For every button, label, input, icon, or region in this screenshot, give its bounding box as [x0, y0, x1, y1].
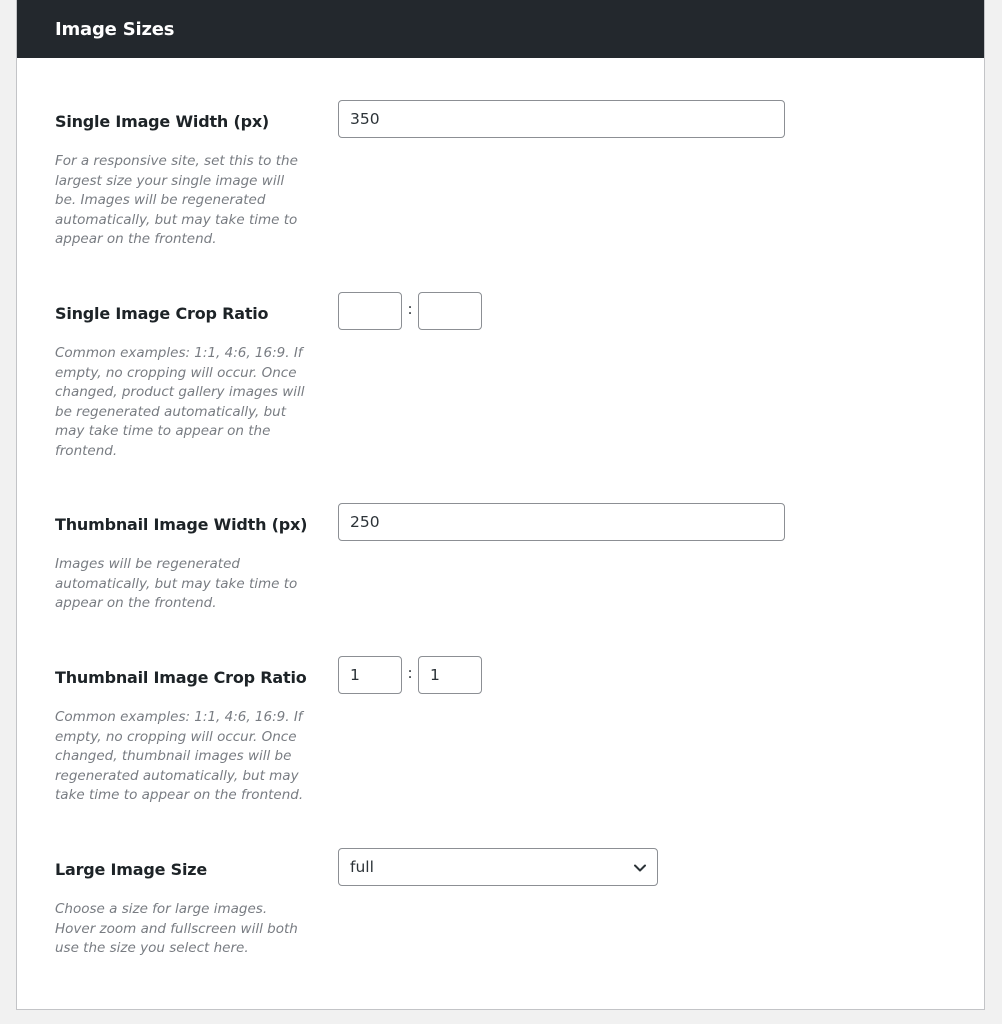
single-image-width-input[interactable]: 350: [338, 100, 785, 138]
panel-header: [17, 0, 984, 58]
chevron-down-icon: [633, 861, 647, 875]
field-description: Common examples: 1:1, 4:6, 16:9. If empty, no cropping will occur. Once changed, thumbnail images will be regenerated automatically, but may take time to appear on the frontend.: [55, 709, 304, 804]
field-description: For a responsive site, set this to the largest size your single image will be. Images will be regenerated automatically, but may take time to appear on the frontend.: [55, 153, 298, 248]
large-image-size-select[interactable]: [338, 848, 658, 886]
field-label: Large Image Size: [55, 860, 208, 879]
field-label: Single Image Crop Ratio: [55, 304, 269, 323]
field-label: Thumbnail Image Width (px): [55, 515, 308, 534]
field-label: Single Image Width (px): [55, 112, 270, 131]
field-label: Thumbnail Image Crop Ratio: [55, 668, 307, 687]
panel-title: Image Sizes: [55, 19, 175, 40]
ratio-separator: :: [407, 664, 413, 682]
thumbnail-image-width-input[interactable]: 250: [338, 503, 785, 541]
thumbnail-crop-height-input[interactable]: 1: [418, 656, 482, 694]
field-description: Common examples: 1:1, 4:6, 16:9. If empty, no cropping will occur. Once changed, product gallery images will be regenerated automatically, but may take time to appear on the frontend.: [55, 345, 305, 459]
ratio-separator: :: [407, 300, 413, 318]
thumbnail-crop-width-input[interactable]: 1: [338, 656, 402, 694]
single-crop-height-input[interactable]: [418, 292, 482, 330]
image-sizes-panel: [16, 0, 985, 1010]
crop-ratio-group: [338, 292, 498, 330]
field-description: Images will be regenerated automatically, but may take time to appear on the frontend.: [55, 556, 298, 612]
single-crop-width-input[interactable]: [338, 292, 402, 330]
crop-ratio-group: [338, 656, 498, 694]
select-value: full: [350, 858, 374, 876]
field-description: Choose a size for large images. Hover zoom and fullscreen will both use the size you select here.: [55, 901, 298, 957]
